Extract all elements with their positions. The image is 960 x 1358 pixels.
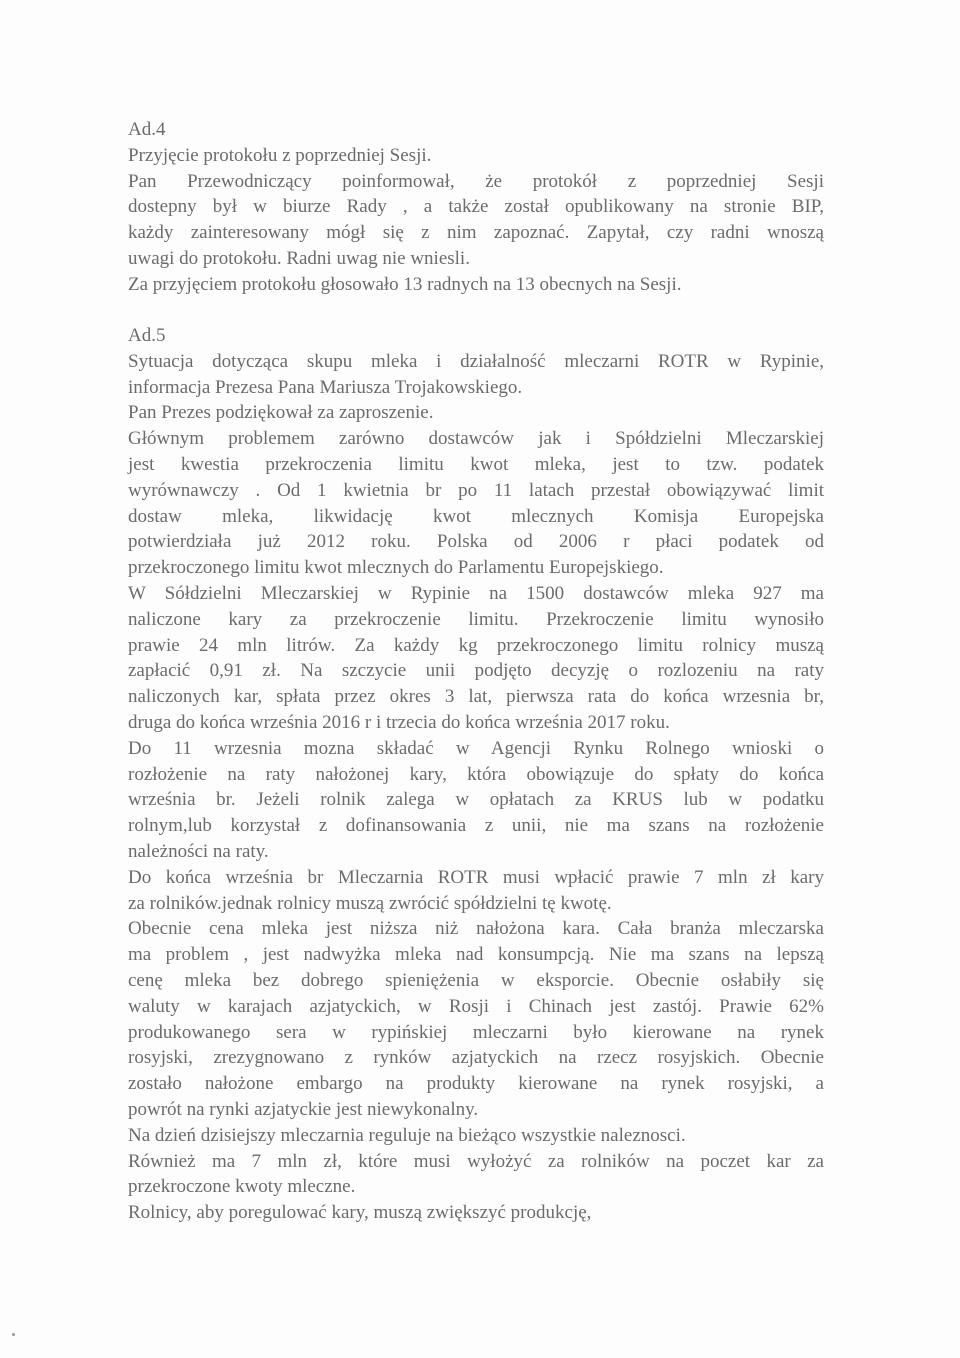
scan-speck	[12, 1333, 15, 1336]
text-line: prawie 24 mln litrów. Za każdy kg przekroczonego limitu rolnicy muszą	[128, 634, 824, 656]
text-line: rolnym,lub korzystał z dofinansowania z unii, nie ma szans na rozłożenie	[128, 815, 824, 837]
text-line: Pan Przewodniczący poinformował, że protokół z poprzedniej Sesji	[128, 170, 824, 192]
section-heading: Ad.5	[128, 325, 166, 346]
text-line: września br. Jeżeli rolnik zalega w opłatach za KRUS lub w podatku	[128, 789, 824, 811]
text-line: Rolnicy, aby poregulować kary, muszą zwiększyć produkcję,	[128, 1202, 592, 1224]
text-line: Pan Prezes podziękował za zaproszenie.	[128, 402, 434, 424]
text-line: należności na raty.	[128, 840, 269, 862]
text-line: jest kwestia przekroczenia limitu kwot mleka, jest to tzw. podatek	[128, 453, 824, 475]
text-line: rozłożenie na raty nałożonej kary, która obowiązuje do spłaty do końca	[128, 763, 824, 785]
text-line: Na dzień dzisiejszy mleczarnia reguluje na bieżąco wszystkie naleznosci.	[128, 1124, 686, 1146]
text-line: dostepny był w biurze Rady , a także został opublikowany na stronie BIP,	[128, 196, 824, 218]
text-line: Za przyjęciem protokołu głosowało 13 radnych na 13 obecnych na Sesji.	[128, 273, 682, 295]
text-line: naliczone kary za przekroczenie limitu. Przekroczenie limitu wynosiło	[128, 608, 824, 630]
agenda-item-title: Przyjęcie protokołu z poprzedniej Sesji.	[128, 144, 432, 166]
text-line: Również ma 7 mln zł, które musi wyłożyć za rolników na poczet kar za	[128, 1150, 824, 1172]
text-line: Do 11 wrzesnia mozna składać w Agencji Rynku Rolnego wnioski o	[128, 737, 824, 759]
text-line: naliczonych kar, spłata przez okres 3 lat, pierwsza rata do końca wrzesnia br,	[128, 686, 824, 708]
text-line: Do końca września br Mleczarnia ROTR musi wpłacić prawie 7 mln zł kary	[128, 866, 824, 888]
text-line: każdy zainteresowany mógł się z nim zapoznać. Zapytał, czy radni wnoszą	[128, 222, 824, 244]
text-line: uwagi do protokołu. Radni uwag nie wniesli.	[128, 247, 470, 269]
text-line: ma problem , jest nadwyżka mleka nad konsumpcją. Nie ma szans na lepszą	[128, 944, 824, 966]
text-line: cenę mleka bez dobrego spieniężenia w eksporcie. Obecnie osłabiły się	[128, 969, 824, 991]
text-line: druga do końca września 2016 r i trzecia do końca września 2017 roku.	[128, 711, 670, 733]
text-line: rosyjski, zrezygnowano z rynków azjatyckich na rzecz rosyjskich. Obecnie	[128, 1047, 824, 1069]
text-line: produkowanego sera w rypińskiej mleczarni było kierowane na rynek	[128, 1021, 824, 1043]
text-line: za rolników.jednak rolnicy muszą zwrócić spółdzielni tę kwotę.	[128, 892, 612, 914]
text-line: informacja Prezesa Pana Mariusza Trojakowskiego.	[128, 376, 523, 398]
section-ad4	[128, 117, 824, 298]
text-line: zapłacić 0,91 zł. Na szczycie unii podjęto decyzję o rozlozeniu na raty	[128, 660, 824, 682]
text-line: wyrównawczy . Od 1 kwietnia br po 11 latach przestał obowiązywać limit	[128, 479, 824, 501]
text-line: Obecnie cena mleka jest niższa niż nałożona kara. Cała branża mleczarska	[128, 918, 824, 940]
text-line: W Sółdzielni Mleczarskiej w Rypinie na 1500 dostawców mleka 927 ma	[128, 582, 824, 604]
text-line: Głównym problemem zarówno dostawców jak i Spółdzielni Mleczarskiej	[128, 428, 824, 450]
section-ad5	[128, 323, 824, 1226]
section-heading: Ad.4	[128, 119, 166, 140]
agenda-item-title: Sytuacja dotycząca skupu mleka i działalność mleczarni ROTR w Rypinie,	[128, 350, 824, 372]
text-line: przekroczone kwoty mleczne.	[128, 1176, 356, 1198]
text-line: potwierdziała już 2012 roku. Polska od 2006 r płaci podatek od	[128, 531, 824, 553]
text-line: dostaw mleka, likwidację kwot mlecznych Komisja Europejska	[128, 505, 824, 527]
text-line: powrót na rynki azjatyckie jest niewykonalny.	[128, 1098, 479, 1120]
text-line: zostało nałożone embargo na produkty kierowane na rynek rosyjski, a	[128, 1073, 824, 1095]
text-line: przekroczonego limitu kwot mlecznych do Parlamentu Europejskiego.	[128, 557, 664, 579]
text-line: waluty w karajach azjatyckich, w Rosji i Chinach jest zastój. Prawie 62%	[128, 995, 824, 1017]
